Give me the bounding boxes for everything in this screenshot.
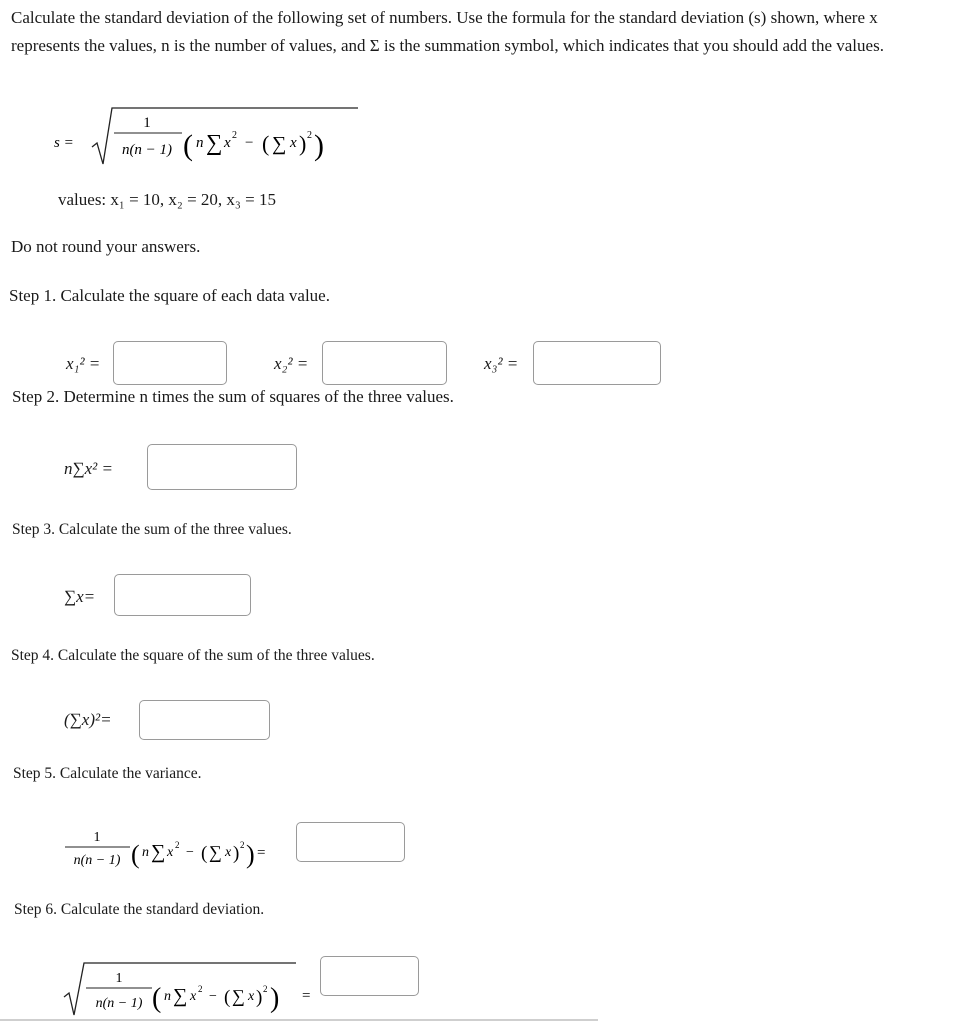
svg-text:(: (	[152, 983, 162, 1014]
svg-text:x: x	[290, 135, 297, 151]
x2-squared-input[interactable]	[322, 341, 447, 385]
step-6-heading: Step 6. Calculate the standard deviation.	[14, 901, 265, 918]
svg-text:∑: ∑	[206, 130, 223, 155]
svg-text:n: n	[164, 989, 171, 1004]
s-label: s =	[54, 135, 74, 151]
svg-text:2: 2	[175, 840, 180, 850]
svg-text:1: 1	[115, 971, 123, 986]
svg-text:2: 2	[263, 984, 268, 994]
svg-text:(: (	[183, 129, 193, 162]
svg-text:(: (	[131, 840, 140, 869]
svg-text:−: −	[209, 989, 217, 1004]
svg-text:(: (	[224, 987, 231, 1008]
svg-text:): )	[256, 987, 263, 1008]
svg-text:(: (	[201, 843, 208, 864]
sum-x-input[interactable]	[114, 574, 251, 616]
svg-text:n: n	[196, 135, 204, 151]
sum-x-label: ∑x=	[64, 587, 96, 606]
svg-text:x: x	[248, 989, 255, 1004]
x1-squared-label: x₁² =	[66, 354, 101, 373]
svg-text:): )	[233, 843, 240, 864]
svg-text:x: x	[190, 989, 197, 1004]
step-5-heading: Step 5. Calculate the variance.	[13, 765, 202, 782]
n-sum-x-squared-label: n∑x² =	[64, 459, 113, 478]
fraction-numerator: 1	[143, 115, 151, 131]
svg-text:n(n − 1): n(n − 1)	[95, 996, 143, 1011]
svg-text:2: 2	[240, 840, 245, 850]
step-2-heading: Step 2. Determine n times the sum of squares of the three values.	[12, 387, 454, 406]
fraction-denominator: n(n − 1)	[121, 142, 173, 158]
step-4-heading: Step 4. Calculate the square of the sum of the three values.	[11, 647, 375, 664]
svg-text:n(n − 1): n(n − 1)	[73, 853, 121, 868]
std-dev-input[interactable]	[320, 956, 419, 996]
svg-text:∑: ∑	[209, 842, 222, 862]
svg-text:−: −	[245, 135, 254, 151]
svg-text:2: 2	[307, 130, 312, 141]
x1-squared-input[interactable]	[113, 341, 227, 385]
step-3-heading: Step 3. Calculate the sum of the three values.	[12, 521, 292, 538]
svg-text:=: =	[302, 988, 311, 1004]
problem-intro: Calculate the standard deviation of the following set of numbers. Use the formula for the standard deviation (s) shown, where x represents the values, n is the number of values, and Σ is the summation symbol, which indicates that you should add the values.	[11, 8, 884, 55]
svg-text:2: 2	[198, 984, 203, 994]
variance-formula	[58, 822, 298, 872]
svg-text:∑: ∑	[272, 133, 287, 155]
x2-squared-label: x₂² =	[274, 354, 309, 373]
values-line: values: x₁ = 10, x₂ = 20, x₃ = 15	[58, 190, 276, 209]
bottom-divider	[0, 1019, 598, 1021]
x3-squared-label: x₃² =	[484, 354, 519, 373]
svg-text:(: (	[262, 131, 270, 156]
svg-text:x: x	[224, 135, 231, 151]
std-dev-formula	[50, 100, 370, 170]
svg-text:x: x	[225, 845, 232, 860]
sum-x-squared-label: (∑x)²=	[64, 710, 112, 729]
svg-text:): )	[299, 131, 307, 156]
svg-text:=: =	[257, 845, 266, 861]
svg-text:∑: ∑	[151, 841, 166, 863]
svg-text:n: n	[142, 845, 149, 860]
svg-text:): )	[246, 840, 255, 869]
svg-text:): )	[314, 129, 324, 162]
svg-text:2: 2	[232, 130, 237, 141]
rounding-note: Do not round your answers.	[11, 237, 201, 256]
svg-text:): )	[270, 983, 280, 1014]
std-dev-final-formula	[60, 955, 320, 1021]
svg-text:∑: ∑	[173, 985, 188, 1007]
svg-text:1: 1	[93, 830, 101, 845]
x3-squared-input[interactable]	[533, 341, 661, 385]
sum-x-squared-input[interactable]	[139, 700, 270, 740]
svg-text:x: x	[167, 845, 174, 860]
variance-input[interactable]	[296, 822, 405, 862]
n-sum-x-squared-input[interactable]	[147, 444, 297, 490]
svg-text:∑: ∑	[232, 986, 245, 1006]
step-1-heading: Step 1. Calculate the square of each data value.	[9, 286, 330, 305]
svg-text:−: −	[186, 845, 194, 860]
